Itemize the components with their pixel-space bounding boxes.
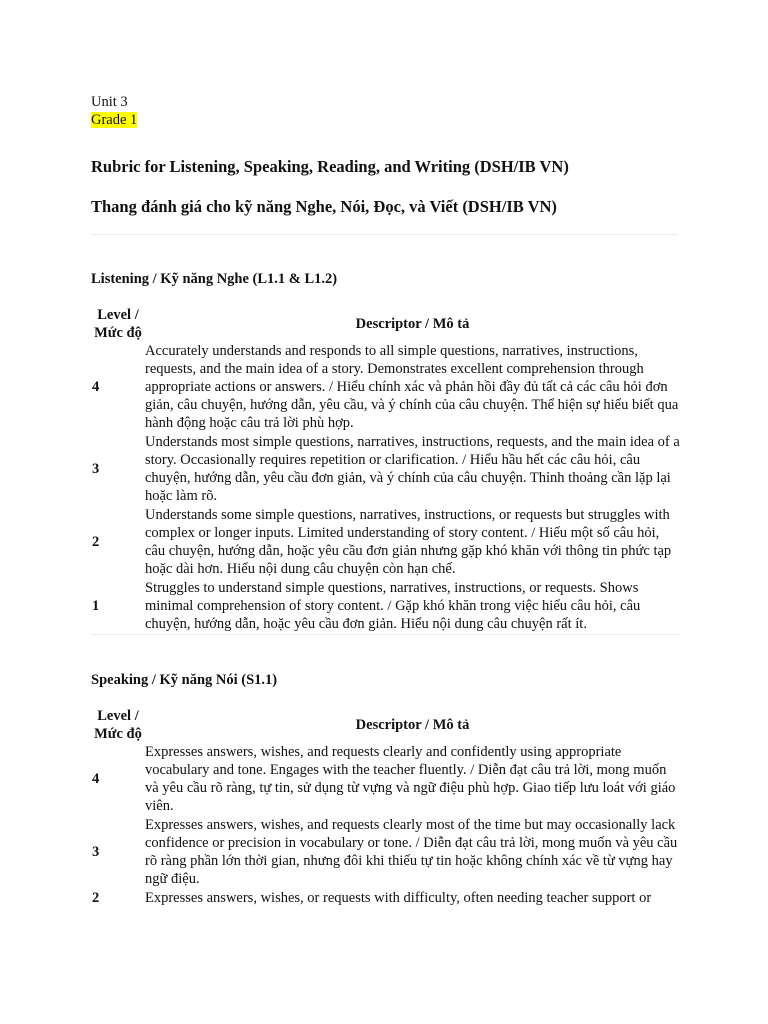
- listening-rubric-table: [91, 306, 680, 634]
- table-header-row: [91, 707, 680, 743]
- speaking-rubric-table: [91, 707, 680, 908]
- level-cell: 4: [92, 771, 100, 787]
- grade-label: Grade 1: [91, 112, 138, 128]
- table-header-row: [91, 306, 680, 342]
- descriptor-cell: Expresses answers, wishes, or requests with difficulty, often needing teacher support or: [145, 890, 652, 906]
- level-cell: 3: [92, 461, 100, 477]
- descriptor-cell: Expresses answers, wishes, and requests clearly most of the time but may occasionally lack confidence or precision in vocabulary or tone. / Diễn đạt câu trả lời, mong muốn và yêu cầu rõ ràng phần lớn thời gian, nhưng đôi khi thiếu tự tin hoặc không chính xác về từ vựng hay ngữ điệu.: [145, 817, 678, 887]
- level-cell: 2: [92, 890, 100, 906]
- document-meta: [91, 93, 678, 129]
- descriptor-cell: Understands some simple questions, narratives, instructions, or requests but struggles with complex or longer inputs. Limited understanding of story content. / Hiểu một số câu hỏi, câu chuyện, hướng dẫn, hoặc yêu cầu đơn giản nhưng gặp khó khăn với thông tin phức tạp hoặc dài hơn. Hiểu nội dung câu chuyện còn hạn chế.: [145, 507, 672, 577]
- descriptor-cell: Understands most simple questions, narratives, instructions, requests, and the main idea of a story. Occasionally requires repetition or clarification. / Hiểu hầu hết các câu hỏi, câu chuyện, hướng dẫn, yêu cầu đơn giản, và ý chính của câu chuyện. Thỉnh thoảng cần lặp lại hoặc làm rõ.: [145, 434, 680, 504]
- unit-label: Unit 3: [91, 94, 128, 110]
- descriptor-cell: Expresses answers, wishes, and requests clearly and confidently using appropriate vocabulary and tone. Engages with the teacher fluently. / Diễn đạt câu trả lời, mong muốn và yêu cầu rõ ràng, tự tin, sử dụng từ vựng và ngữ điệu phù hợp. Giao tiếp lưu loát với giáo viên.: [145, 744, 676, 814]
- level-cell: 1: [92, 598, 100, 614]
- document-title-vietnamese: Thang đánh giá cho kỹ năng Nghe, Nói, Đọc, và Viết (DSH/IB VN): [91, 197, 557, 216]
- descriptor-cell: Accurately understands and responds to all simple questions, narratives, instructions, requests, and the main idea of a story. Demonstrates excellent comprehension through appropriate actions or answers. / Hiểu chính xác và phản hồi đầy đủ tất cả các câu hỏi đơn giản, câu chuyện, hướng dẫn, yêu cầu, và ý chính của câu chuyện. Thể hiện sự hiểu biết qua hành động hoặc câu trả lời phù hợp.: [145, 343, 679, 431]
- table-row: [91, 889, 680, 908]
- title-divider: [91, 234, 678, 235]
- speaking-heading: Speaking / Kỹ năng Nói (S1.1): [91, 672, 278, 688]
- descriptor-cell: Struggles to understand simple questions, narratives, instructions, or requests. Shows minimal comprehension of story content. / Gặp khó khăn trong việc hiểu câu hỏi, câu chuyện, hướng dẫn, hoặc yêu cầu đơn giản. Hiểu nội dung câu chuyện rất ít.: [145, 580, 641, 632]
- table-row: [91, 743, 680, 816]
- column-header-descriptor: Descriptor / Mô tả: [355, 316, 470, 332]
- table-row: [91, 433, 680, 506]
- table-row: [91, 506, 680, 579]
- level-cell: 3: [92, 844, 100, 860]
- column-header-level: Level / Mức độ: [94, 708, 142, 742]
- listening-heading: Listening / Kỹ năng Nghe (L1.1 & L1.2): [91, 271, 338, 287]
- level-cell: 4: [92, 379, 100, 395]
- table-divider: [91, 634, 680, 635]
- level-cell: 2: [92, 534, 100, 550]
- table-row: [91, 579, 680, 634]
- column-header-descriptor: Descriptor / Mô tả: [355, 717, 470, 733]
- document-title-english: Rubric for Listening, Speaking, Reading, and Writing (DSH/IB VN): [91, 157, 569, 176]
- column-header-level: Level / Mức độ: [94, 307, 142, 341]
- table-row: [91, 342, 680, 433]
- table-row: [91, 816, 680, 889]
